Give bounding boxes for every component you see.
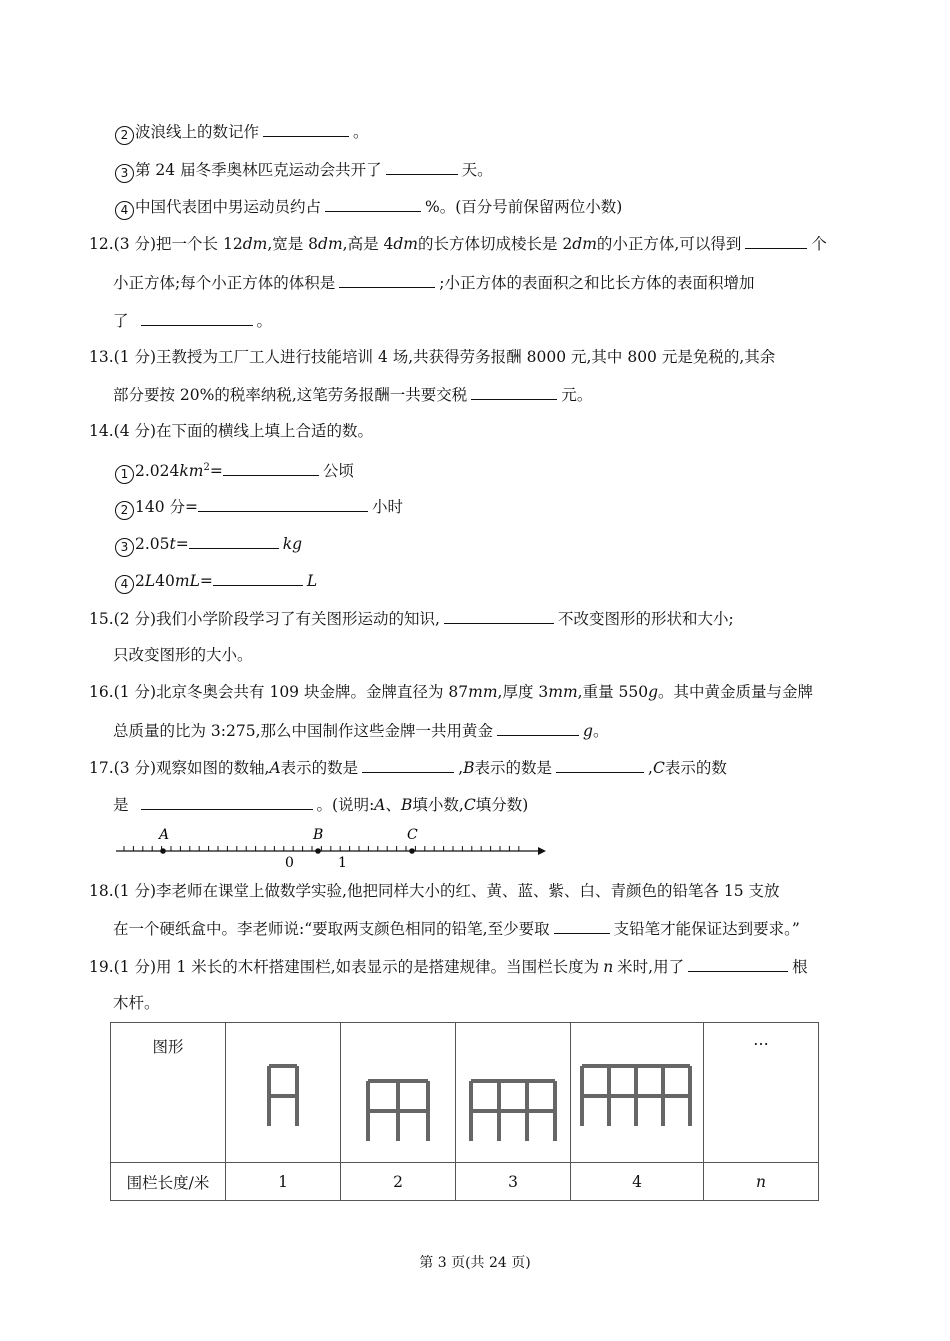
fence-figure-3 (456, 1023, 571, 1163)
table-row (111, 1023, 819, 1163)
circled-number: 2 (115, 501, 134, 520)
q15-line1: 15.(2 分)我们小学阶段学习了有关图形运动的知识, 不改变图形的形状和大小; (89, 610, 734, 628)
circled-number: 4 (115, 201, 134, 220)
answer-blank[interactable] (386, 159, 458, 175)
circled-number: 3 (115, 164, 134, 183)
label-a: A (159, 827, 170, 843)
table-header-length: 围栏长度/米 (111, 1163, 226, 1201)
answer-blank[interactable] (556, 757, 644, 773)
answer-blank[interactable] (688, 956, 788, 972)
q14-item4: 4 2L40mL= L (115, 570, 317, 594)
circled-number: 2 (115, 126, 134, 145)
q12-line1: 12.(3 分)把一个长 12dm,宽是 8dm,高是 4dm的长方体切成棱长是 2dm的小正方体,可以得到 个 (89, 235, 827, 253)
fence-diagram-2 (342, 1026, 454, 1156)
answer-blank[interactable] (141, 310, 253, 326)
q18-line2: 在一个硬纸盒中。李老师说:“要取两支颜色相同的铅笔,至少要取 支铅笔才能保证达到要求。” (113, 920, 800, 938)
q14-item3: 3 2.05t= kg (115, 533, 302, 557)
table-cell: n (704, 1163, 819, 1201)
circled-number: 1 (115, 465, 134, 484)
q19-line1: 19.(1 分)用 1 米长的木杆搭建围栏,如表显示的是搭建规律。当围栏长度为 n 米时,用了 根 (89, 958, 808, 976)
q16-line1: 16.(1 分)北京冬奥会共有 109 块金牌。金牌直径为 87mm,厚度 3mm,重量 550g。其中黄金质量与金牌 (89, 683, 814, 701)
answer-blank[interactable] (339, 272, 435, 288)
fence-table (110, 1022, 819, 1201)
q13-line2: 部分要按 20%的税率纳税,这笔劳务报酬一共要交税 元。 (113, 386, 593, 404)
q19-line2: 木杆。 (113, 994, 160, 1012)
table-ellipsis-cell: … (704, 1023, 819, 1163)
q12-line3: 了 。 (113, 312, 273, 330)
circled-number: 4 (115, 575, 134, 594)
label-b: B (313, 827, 324, 843)
point-c (409, 848, 415, 854)
q14-item2: 2 140 分= 小时 (115, 496, 403, 520)
table-cell: 4 (571, 1163, 704, 1201)
answer-blank[interactable] (444, 608, 554, 624)
fence-diagram-3 (457, 1026, 569, 1156)
answer-blank[interactable] (213, 570, 303, 586)
answer-blank[interactable] (141, 794, 313, 810)
q18-line1: 18.(1 分)李老师在课堂上做数学实验,他把同样大小的红、黄、蓝、紫、白、青颜色的铅笔各 15 支放 (89, 882, 780, 900)
tick-label-0: 0 (285, 855, 294, 870)
answer-blank[interactable] (745, 233, 807, 249)
answer-blank[interactable] (471, 384, 557, 400)
table-header-figure: 图形 (111, 1023, 226, 1163)
answer-blank[interactable] (497, 720, 579, 736)
q11-item3: 3 第 24 届冬季奥林匹克运动会共开了 天。 (115, 159, 493, 183)
q16-line2: 总质量的比为 3:275,那么中国制作这些金牌一共用黄金 g。 (113, 722, 609, 740)
table-cell: 1 (226, 1163, 341, 1201)
q17-line1: 17.(3 分)观察如图的数轴,A表示的数是 ,B表示的数是 ,C表示的数 (89, 759, 727, 777)
answer-blank[interactable] (263, 121, 349, 137)
q11-item4: 4 中国代表团中男运动员约占 %。(百分号前保留两位小数) (115, 196, 622, 220)
q12-line2: 小正方体;每个小正方体的体积是 ;小正方体的表面积之和比长方体的表面积增加 (113, 274, 755, 292)
q13-line1: 13.(1 分)王教授为工厂工人进行技能培训 4 场,共获得劳务报酬 8000 元,其中 800 元是免税的,其余 (89, 348, 776, 366)
table-row (111, 1163, 819, 1201)
q11-item2: 2 波浪线上的数记作 。 (115, 121, 369, 145)
answer-blank[interactable] (189, 533, 279, 549)
table-cell: 2 (341, 1163, 456, 1201)
circled-number: 3 (115, 538, 134, 557)
page-footer: 第 3 页(共 24 页) (419, 1255, 531, 1271)
q17-line2: 是 。(说明:A、B填小数,C填分数) (113, 796, 529, 814)
label-c: C (407, 827, 418, 843)
answer-blank[interactable] (362, 757, 454, 773)
answer-blank[interactable] (223, 460, 319, 476)
q15-line2: 只改变图形的大小。 (113, 646, 253, 664)
number-line (110, 820, 550, 870)
answer-blank[interactable] (325, 196, 421, 212)
fence-figure-2 (341, 1023, 456, 1163)
point-a (160, 848, 166, 854)
tick-label-1: 1 (338, 855, 347, 870)
q14-item1: 1 $2.024km^2=$ 公顷 (115, 458, 354, 484)
fence-figure-4 (571, 1023, 704, 1163)
axis-ticks (124, 846, 519, 851)
answer-blank[interactable] (554, 918, 610, 934)
point-b (315, 848, 321, 854)
answer-blank[interactable] (198, 496, 368, 512)
fence-figure-1 (226, 1023, 341, 1163)
axis-arrow (538, 847, 546, 855)
fence-diagram-4 (572, 1026, 702, 1156)
table-cell: 3 (456, 1163, 571, 1201)
q14-heading: 14.(4 分)在下面的横线上填上合适的数。 (89, 422, 374, 440)
fence-diagram-1 (227, 1026, 339, 1156)
